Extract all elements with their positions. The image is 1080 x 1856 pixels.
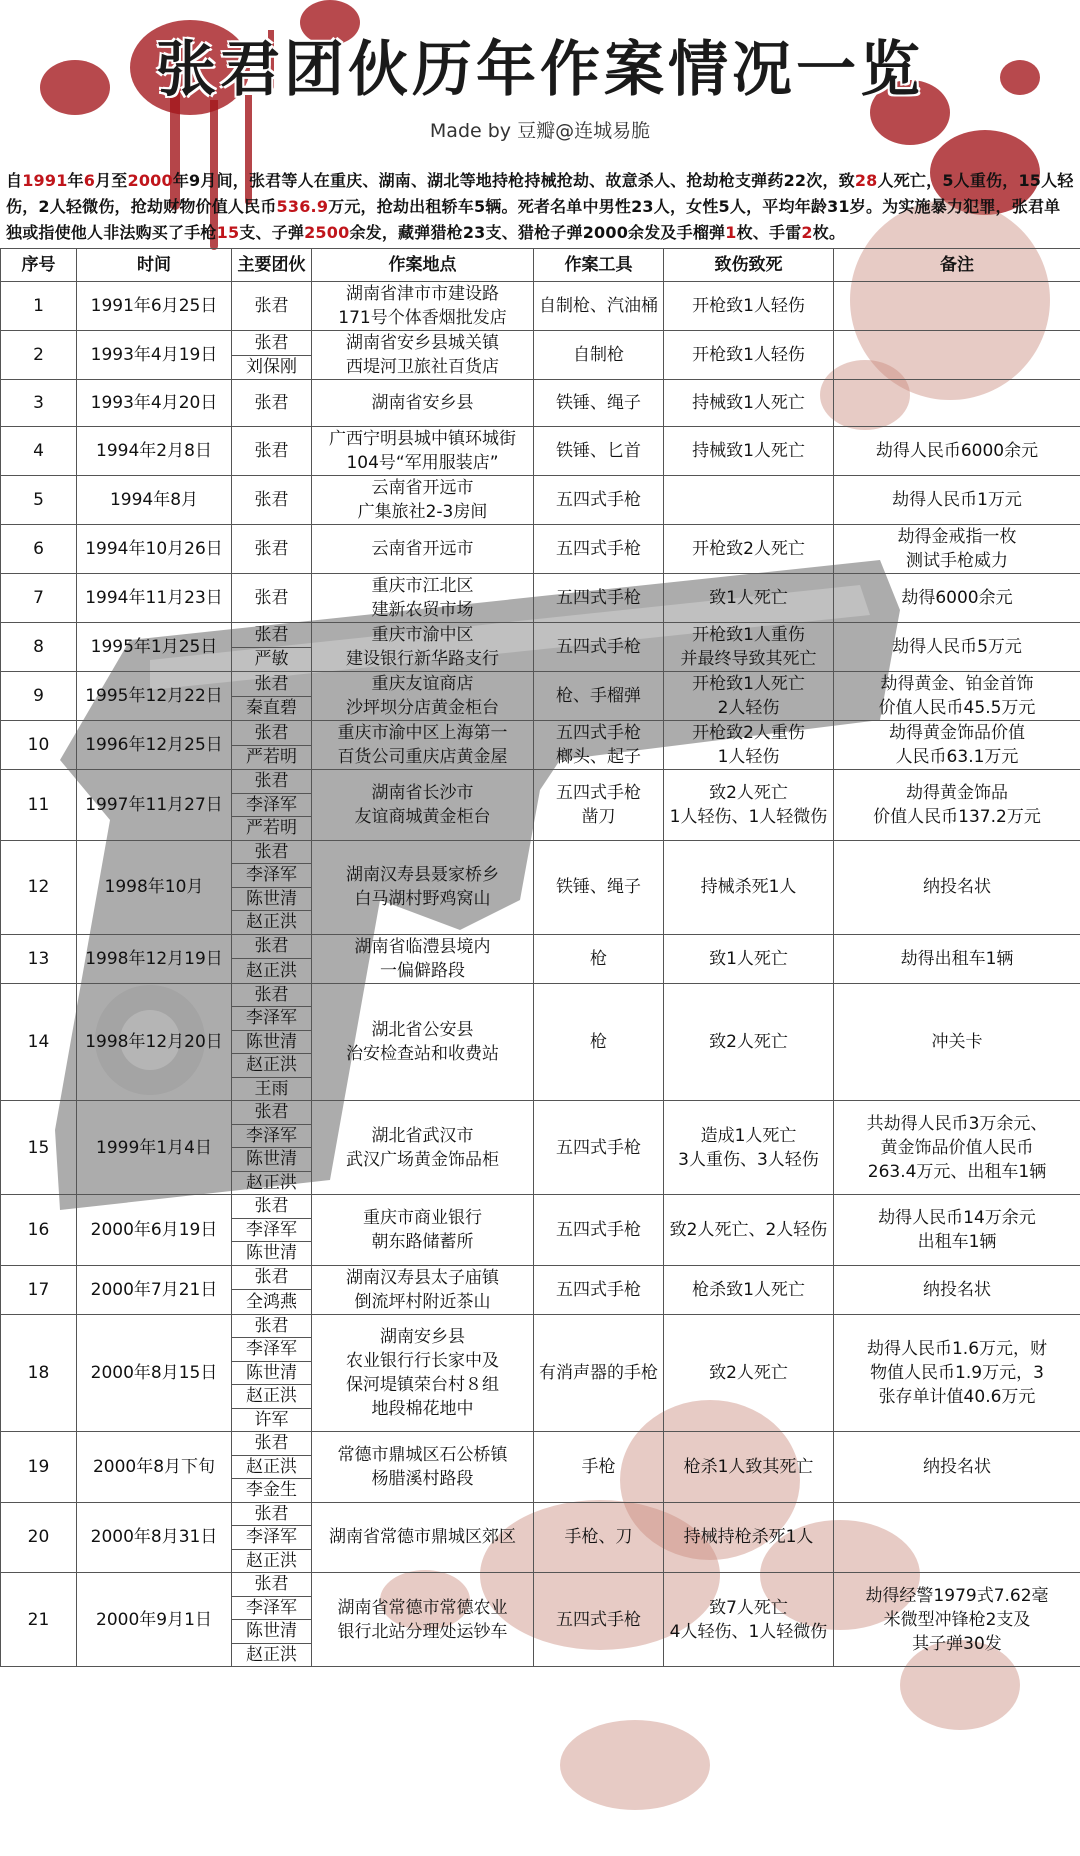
table-row — [1, 1101, 1080, 1125]
table-row — [1, 721, 1080, 746]
row-date: 1994年10月26日 — [77, 525, 232, 574]
row-member: 李泽军 — [232, 1526, 312, 1550]
table-row — [1, 1314, 1080, 1338]
row-date: 2000年8月下旬 — [77, 1432, 232, 1503]
row-date: 1998年10月 — [77, 840, 232, 934]
row-note: 劫得经警1979式7.62毫 米微型冲锋枪2支及 其子弹30发 — [834, 1573, 1080, 1667]
row-place: 湖南省常德市鼎城区郊区 — [312, 1502, 534, 1573]
row-place: 湖南省临澧县境内 一偏僻路段 — [312, 934, 534, 983]
row-casualty — [664, 476, 834, 525]
row-date: 1998年12月19日 — [77, 934, 232, 983]
header-place: 作案地点 — [312, 249, 534, 282]
row-note: 劫得黄金饰品 价值人民币137.2万元 — [834, 770, 1080, 841]
table-row — [1, 331, 1080, 356]
row-no: 20 — [1, 1502, 77, 1573]
header-casualty: 致伤致死 — [664, 249, 834, 282]
row-tool: 五四式手枪 — [534, 623, 664, 672]
row-date: 1994年8月 — [77, 476, 232, 525]
row-casualty: 致1人死亡 — [664, 934, 834, 983]
row-member: 张君 — [232, 1101, 312, 1125]
row-place: 湖北省武汉市 武汉广场黄金饰品柜 — [312, 1101, 534, 1195]
row-tool: 手枪 — [534, 1432, 664, 1503]
summary-figure: 536.9 — [276, 197, 329, 216]
row-no: 21 — [1, 1573, 77, 1667]
summary-text: 余发，藏弹猎枪23支、猎枪子弹2000余发及手榴弹 — [349, 223, 726, 242]
row-place: 湖南汉寿县聂家桥乡 白马湖村野鸡窝山 — [312, 840, 534, 934]
case-table — [0, 248, 1080, 1667]
row-member: 张君 — [232, 282, 312, 331]
header-members: 主要团伙 — [232, 249, 312, 282]
table-row — [1, 476, 1080, 525]
row-member: 陈世清 — [232, 1030, 312, 1054]
summary-text: 人死亡，5人重伤，15人轻伤，2人轻微伤，抢劫财物价值人民币 — [6, 171, 1074, 216]
row-date: 2000年7月21日 — [77, 1265, 232, 1314]
table-row — [1, 1573, 1080, 1597]
row-place: 湖南安乡县 农业银行行长家中及 保河堤镇荣台村８组 地段棉花地中 — [312, 1314, 534, 1432]
row-tool: 自制枪、汽油桶 — [534, 282, 664, 331]
row-note: 劫得人民币1.6万元，财 物值人民币1.9万元，3 张存单计值40.6万元 — [834, 1314, 1080, 1432]
table-row — [1, 380, 1080, 427]
row-member: 张君 — [232, 721, 312, 746]
row-tool: 五四式手枪 — [534, 1265, 664, 1314]
summary-figure: 6 — [83, 171, 96, 190]
row-note: 劫得人民币6000余元 — [834, 427, 1080, 476]
row-member: 张君 — [232, 574, 312, 623]
row-member: 张君 — [232, 934, 312, 959]
row-member: 严若明 — [232, 745, 312, 770]
row-tool: 枪 — [534, 934, 664, 983]
row-casualty: 持械致1人死亡 — [664, 427, 834, 476]
row-no: 14 — [1, 983, 77, 1101]
row-member: 张君 — [232, 840, 312, 864]
row-place: 湖南省常德市常德农业 银行北站分理处运钞车 — [312, 1573, 534, 1667]
row-tool: 手枪、刀 — [534, 1502, 664, 1573]
row-member: 王雨 — [232, 1077, 312, 1101]
row-place: 重庆市渝中区上海第一 百货公司重庆店黄金屋 — [312, 721, 534, 770]
row-no: 7 — [1, 574, 77, 623]
row-casualty: 开枪致1人轻伤 — [664, 331, 834, 380]
row-member: 赵正洪 — [232, 959, 312, 984]
row-no: 11 — [1, 770, 77, 841]
row-member: 刘保刚 — [232, 355, 312, 380]
row-casualty: 致2人死亡、2人轻伤 — [664, 1195, 834, 1266]
row-no: 4 — [1, 427, 77, 476]
row-member: 张君 — [232, 1314, 312, 1338]
row-no: 2 — [1, 331, 77, 380]
summary-text: 年9月间，张君等人在重庆、湖南、湖北等地持枪持械抢劫、故意杀人、抢劫枪支弹药22次，致 — [172, 171, 855, 190]
row-tool: 枪、手榴弹 — [534, 672, 664, 721]
table-row — [1, 1195, 1080, 1219]
row-note: 劫得人民币14万余元 出租车1辆 — [834, 1195, 1080, 1266]
row-casualty: 致2人死亡 — [664, 1314, 834, 1432]
row-member: 李泽军 — [232, 1218, 312, 1242]
row-no: 10 — [1, 721, 77, 770]
row-tool: 枪 — [534, 983, 664, 1101]
row-member: 陈世清 — [232, 1242, 312, 1266]
row-member: 李泽军 — [232, 793, 312, 817]
row-tool: 铁锤、绳子 — [534, 380, 664, 427]
row-place: 云南省开远市 — [312, 525, 534, 574]
row-member: 张君 — [232, 427, 312, 476]
summary-text: 枚。 — [812, 223, 846, 242]
row-no: 9 — [1, 672, 77, 721]
row-member: 全鸿燕 — [232, 1290, 312, 1315]
row-date: 2000年9月1日 — [77, 1573, 232, 1667]
row-note: 纳投名状 — [834, 840, 1080, 934]
row-note: 劫得人民币1万元 — [834, 476, 1080, 525]
row-no: 12 — [1, 840, 77, 934]
row-member: 陈世清 — [232, 1361, 312, 1385]
summary-figure: 2500 — [304, 223, 350, 242]
row-place: 常德市鼎城区石公桥镇 杨腊溪村路段 — [312, 1432, 534, 1503]
row-member: 李泽军 — [232, 1007, 312, 1031]
row-casualty: 致7人死亡 4人轻伤、1人轻微伤 — [664, 1573, 834, 1667]
row-note: 共劫得人民币3万余元、 黄金饰品价值人民币 263.4万元、出租车1辆 — [834, 1101, 1080, 1195]
row-note: 劫得金戒指一枚 测试手枪威力 — [834, 525, 1080, 574]
row-member: 赵正洪 — [232, 1054, 312, 1078]
table-row — [1, 1265, 1080, 1290]
row-no: 19 — [1, 1432, 77, 1503]
row-member: 张君 — [232, 1432, 312, 1456]
row-note: 劫得6000余元 — [834, 574, 1080, 623]
row-tool: 五四式手枪 榔头、起子 — [534, 721, 664, 770]
row-place: 湖南省长沙市 友谊商城黄金柜台 — [312, 770, 534, 841]
row-date: 2000年8月15日 — [77, 1314, 232, 1432]
row-casualty: 开枪致2人死亡 — [664, 525, 834, 574]
table-row — [1, 427, 1080, 476]
row-member: 张君 — [232, 770, 312, 794]
summary-figure: 2000 — [127, 171, 173, 190]
row-date: 1995年12月22日 — [77, 672, 232, 721]
summary-paragraph — [6, 168, 1076, 246]
row-member: 张君 — [232, 983, 312, 1007]
summary-text: 年 — [67, 171, 84, 190]
row-no: 8 — [1, 623, 77, 672]
row-member: 赵正洪 — [232, 1385, 312, 1409]
row-tool: 五四式手枪 — [534, 574, 664, 623]
row-date: 1993年4月20日 — [77, 380, 232, 427]
table-header-row — [1, 249, 1080, 282]
row-member: 赵正洪 — [232, 1455, 312, 1479]
row-no: 17 — [1, 1265, 77, 1314]
row-member: 严敏 — [232, 647, 312, 672]
row-member: 赵正洪 — [232, 1643, 312, 1667]
row-member: 张君 — [232, 331, 312, 356]
header-date: 时间 — [77, 249, 232, 282]
row-tool: 五四式手枪 — [534, 525, 664, 574]
row-tool: 五四式手枪 — [534, 1573, 664, 1667]
row-member: 赵正洪 — [232, 1549, 312, 1573]
row-date: 1994年2月8日 — [77, 427, 232, 476]
row-place: 湖南汉寿县太子庙镇 倒流坪村附近茶山 — [312, 1265, 534, 1314]
table-row — [1, 770, 1080, 794]
table-row — [1, 934, 1080, 959]
row-no: 5 — [1, 476, 77, 525]
row-date: 2000年6月19日 — [77, 1195, 232, 1266]
page-title: 张君团伙历年作案情况一览 — [156, 35, 924, 105]
row-member: 张君 — [232, 1573, 312, 1597]
row-place: 重庆友谊商店 沙坪坝分店黄金柜台 — [312, 672, 534, 721]
row-member: 张君 — [232, 623, 312, 648]
row-casualty: 枪杀1人致其死亡 — [664, 1432, 834, 1503]
row-no: 6 — [1, 525, 77, 574]
row-place: 重庆市商业银行 朝东路储蓄所 — [312, 1195, 534, 1266]
row-member: 张君 — [232, 525, 312, 574]
summary-figure: 15 — [216, 223, 240, 242]
row-note: 劫得黄金、铂金首饰 价值人民币45.5万元 — [834, 672, 1080, 721]
table-row — [1, 840, 1080, 864]
table-row — [1, 282, 1080, 331]
table-row — [1, 525, 1080, 574]
row-place: 湖南省安乡县城关镇 西堤河卫旅社百货店 — [312, 331, 534, 380]
summary-text: 万元，抢劫出租轿车5辆。死者名单中男性23人，女性5人，平均年龄31岁。为实施暴力犯罪，张君单独或指使他人非法购买了手枪 — [6, 197, 1061, 242]
row-place: 湖北省公安县 治安检查站和收费站 — [312, 983, 534, 1101]
row-date: 1997年11月27日 — [77, 770, 232, 841]
row-member: 张君 — [232, 1195, 312, 1219]
row-date: 1993年4月19日 — [77, 331, 232, 380]
row-tool: 铁锤、匕首 — [534, 427, 664, 476]
row-member: 赵正洪 — [232, 1171, 312, 1195]
row-date: 1995年1月25日 — [77, 623, 232, 672]
row-note: 劫得出租车1辆 — [834, 934, 1080, 983]
table-row — [1, 672, 1080, 697]
row-casualty: 致2人死亡 1人轻伤、1人轻微伤 — [664, 770, 834, 841]
row-note: 劫得人民币5万元 — [834, 623, 1080, 672]
row-tool: 五四式手枪 — [534, 476, 664, 525]
summary-figure: 2 — [801, 223, 813, 242]
row-casualty: 造成1人死亡 3人重伤、3人轻伤 — [664, 1101, 834, 1195]
row-note — [834, 331, 1080, 380]
row-no: 15 — [1, 1101, 77, 1195]
row-casualty: 开枪致1人死亡 2人轻伤 — [664, 672, 834, 721]
row-casualty: 持械致1人死亡 — [664, 380, 834, 427]
summary-text: 枚、手雷 — [736, 223, 802, 242]
row-place: 重庆市江北区 建新农贸市场 — [312, 574, 534, 623]
row-member: 秦直碧 — [232, 696, 312, 721]
row-member: 陈世清 — [232, 1620, 312, 1644]
row-member: 张君 — [232, 476, 312, 525]
summary-text: 月至 — [95, 171, 128, 190]
row-date: 1999年1月4日 — [77, 1101, 232, 1195]
row-note — [834, 282, 1080, 331]
row-member: 张君 — [232, 1265, 312, 1290]
table-row — [1, 623, 1080, 648]
row-member: 李金生 — [232, 1479, 312, 1503]
row-member: 许军 — [232, 1408, 312, 1432]
row-member: 陈世清 — [232, 887, 312, 911]
row-note — [834, 380, 1080, 427]
summary-figure: 1 — [725, 223, 737, 242]
row-note: 冲关卡 — [834, 983, 1080, 1101]
row-member: 张君 — [232, 380, 312, 427]
row-tool: 五四式手枪 凿刀 — [534, 770, 664, 841]
summary-text: 支、子弹 — [239, 223, 305, 242]
summary-text: 自 — [6, 171, 23, 190]
row-place: 广西宁明县城中镇环城街 104号“军用服装店” — [312, 427, 534, 476]
row-date: 1994年11月23日 — [77, 574, 232, 623]
table-row — [1, 1502, 1080, 1526]
row-no: 1 — [1, 282, 77, 331]
row-member: 陈世清 — [232, 1148, 312, 1172]
row-casualty: 致2人死亡 — [664, 983, 834, 1101]
row-no: 16 — [1, 1195, 77, 1266]
row-tool: 五四式手枪 — [534, 1101, 664, 1195]
row-note: 纳投名状 — [834, 1432, 1080, 1503]
row-member: 李泽军 — [232, 1596, 312, 1620]
row-member: 李泽军 — [232, 864, 312, 888]
row-member: 张君 — [232, 672, 312, 697]
row-casualty: 枪杀致1人死亡 — [664, 1265, 834, 1314]
row-no: 3 — [1, 380, 77, 427]
summary-figure: 1991 — [22, 171, 68, 190]
row-member: 赵正洪 — [232, 911, 312, 935]
table-row — [1, 983, 1080, 1007]
row-member: 李泽军 — [232, 1124, 312, 1148]
table-row — [1, 574, 1080, 623]
row-member: 李泽军 — [232, 1338, 312, 1362]
row-tool: 五四式手枪 — [534, 1195, 664, 1266]
header-no: 序号 — [1, 249, 77, 282]
row-tool: 自制枪 — [534, 331, 664, 380]
row-no: 18 — [1, 1314, 77, 1432]
table-row — [1, 1432, 1080, 1456]
row-note — [834, 1502, 1080, 1573]
row-place: 湖南省安乡县 — [312, 380, 534, 427]
row-casualty: 持械持枪杀死1人 — [664, 1502, 834, 1573]
row-date: 1996年12月25日 — [77, 721, 232, 770]
row-tool: 铁锤、绳子 — [534, 840, 664, 934]
header-note: 备注 — [834, 249, 1080, 282]
header-tool: 作案工具 — [534, 249, 664, 282]
row-no: 13 — [1, 934, 77, 983]
row-date: 2000年8月31日 — [77, 1502, 232, 1573]
row-casualty: 开枪致1人重伤 并最终导致其死亡 — [664, 623, 834, 672]
row-member: 张君 — [232, 1502, 312, 1526]
row-note: 纳投名状 — [834, 1265, 1080, 1314]
row-date: 1991年6月25日 — [77, 282, 232, 331]
row-place: 湖南省津市市建设路 171号个体香烟批发店 — [312, 282, 534, 331]
row-casualty: 致1人死亡 — [664, 574, 834, 623]
row-place: 重庆市渝中区 建设银行新华路支行 — [312, 623, 534, 672]
row-casualty: 开枪致2人重伤 1人轻伤 — [664, 721, 834, 770]
credit-line: Made by 豆瓣@连城易脆 — [429, 120, 651, 142]
row-tool: 有消声器的手枪 — [534, 1314, 664, 1432]
row-date: 1998年12月20日 — [77, 983, 232, 1101]
row-casualty: 开枪致1人轻伤 — [664, 282, 834, 331]
row-member: 严若明 — [232, 817, 312, 841]
row-note: 劫得黄金饰品价值 人民币63.1万元 — [834, 721, 1080, 770]
row-casualty: 持械杀死1人 — [664, 840, 834, 934]
row-place: 云南省开远市 广集旅社2-3房间 — [312, 476, 534, 525]
summary-figure: 28 — [854, 171, 878, 190]
